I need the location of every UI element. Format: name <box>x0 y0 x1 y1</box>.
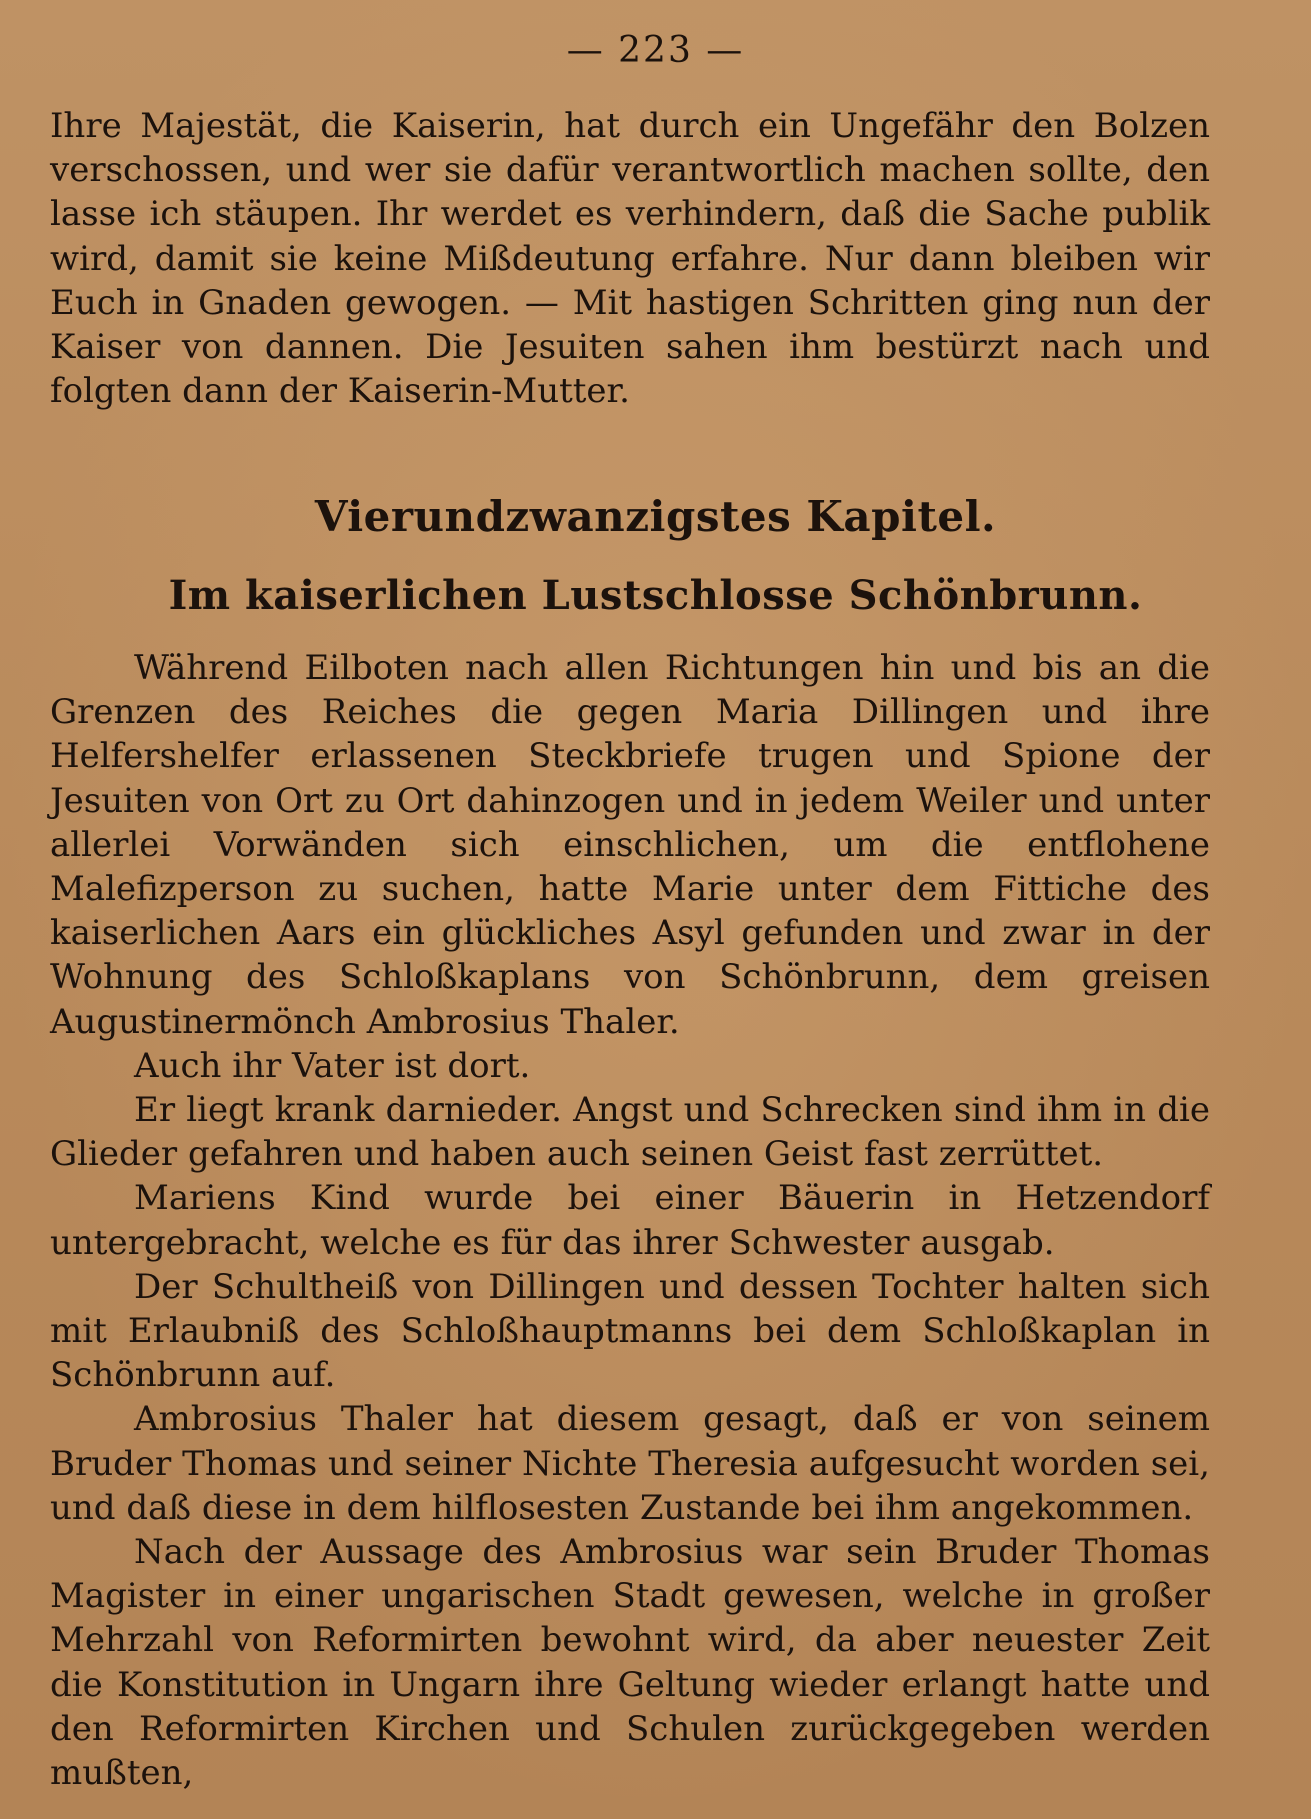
chapter-body <box>50 646 1210 1795</box>
chapter-subtitle: Im kaiserlichen Lustschlosse Schönbrunn. <box>168 572 1143 619</box>
page-number: — 223 — <box>566 30 745 71</box>
paragraph: Während Eilboten nach allen Richtungen hin und bis an die Grenzen des Reiches die gegen Maria Dillingen und ihre Helfershelfer erlassenen Steckbriefe trugen und Spione der Jesuiten von Ort zu Ort dahinzogen und in jedem Weiler und unter allerlei Vorwänden sich einschlichen, um die entflohene Malefizperson zu suchen, hatte Marie unter dem Fittiche des kaiserlichen Aars ein glückliches Asyl gefunden und zwar in der Wohnung des Schloßkaplans von Schönbrunn, dem greisen Augustinermönch Ambrosius Thaler. <box>50 648 1210 1042</box>
paragraph: Er liegt krank darnieder. Angst und Schrecken sind ihm in die Glieder gefahren und haben auch seinen Geist fast zerrüttet. <box>50 1090 1210 1175</box>
paragraph-continuation: Ihre Majestät, die Kaiserin, hat durch ein Ungefähr den Bolzen verschossen, und wer sie dafür verantwortlich machen sollte, den lasse ich stäupen. Ihr werdet es verhindern, daß die Sache publik wird, damit sie keine Mißdeutung erfahre. Nur dann bleiben wir Euch in Gnaden gewogen. — Mit hastigen Schritten ging nun der Kaiser von dannen. Die Jesuiten sahen ihm bestürzt nach und folgten dann der Kaiserin-Mutter. <box>50 106 1210 412</box>
paragraph: Nach der Aussage des Ambrosius war sein Bruder Thomas Magister in einer ungarischen Stadt gewesen, welche in großer Mehrzahl von Reformirten bewohnt wird, da aber neuester Zeit die Konstitution in Ungarn ihre Geltung wieder erlangt hatte und den Reformirten Kirchen und Schulen zurückgegeben werden mußten, <box>50 1532 1210 1794</box>
paragraph: Ambrosius Thaler hat diesem gesagt, daß er von seinem Bruder Thomas und seiner Nichte Theresia aufgesucht worden sei, und daß diese in dem hilflosesten Zustande bei ihm angekommen. <box>50 1399 1210 1528</box>
paragraph: Auch ihr Vater ist dort. <box>134 1045 531 1086</box>
paragraph: Mariens Kind wurde bei einer Bäuerin in Hetzendorf untergebracht, welche es für das ihrer Schwester ausgab. <box>50 1178 1210 1263</box>
paragraph: Der Schultheiß von Dillingen und dessen Tochter halten sich mit Erlaubniß des Schloßhauptmanns bei dem Schloßkaplan in Schönbrunn auf. <box>50 1266 1210 1396</box>
chapter-title: Vierundzwanzigstes Kapitel. <box>314 492 997 541</box>
top-paragraph-block <box>50 104 1210 413</box>
